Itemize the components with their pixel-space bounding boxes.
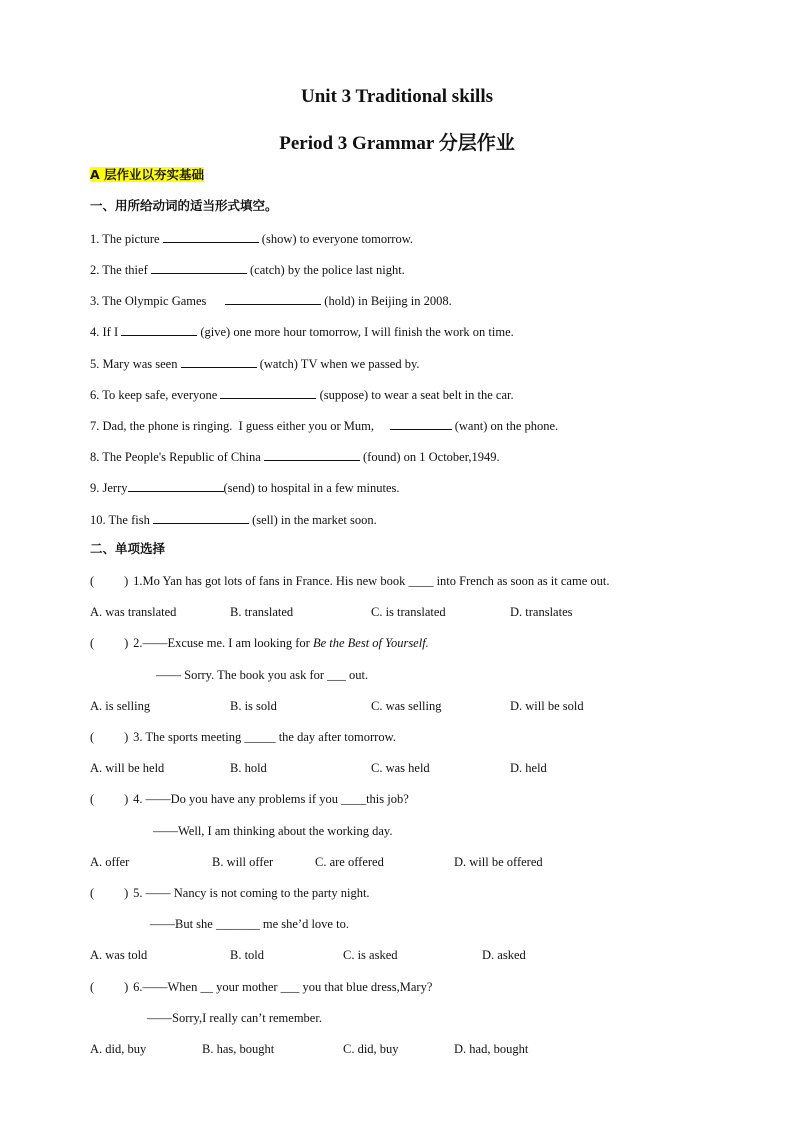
section1-heading: 一、用所给动词的适当形式填空。 xyxy=(90,198,278,213)
q2-reply: —— Sorry. The book you ask for ___ out. xyxy=(156,668,369,682)
answer-blank[interactable] xyxy=(128,479,224,492)
q4-reply: ——Well, I am thinking about the working day. xyxy=(153,824,393,838)
fill-item-10: 10. The fish (sell) in the market soon. xyxy=(90,513,377,527)
q6-option-b[interactable]: B. has, bought xyxy=(202,1042,275,1056)
period-title-cn: 分层作业 xyxy=(438,132,515,154)
answer-paren[interactable]: ( ) xyxy=(90,792,129,806)
q4-option-c[interactable]: C. are offered xyxy=(315,855,384,869)
q2-option-a[interactable]: A. is selling xyxy=(90,699,151,713)
mc-question-3: ( ) 3. The sports meeting _____ the day after tomorrow. xyxy=(90,730,396,744)
q1-option-c[interactable]: C. is translated xyxy=(371,605,446,619)
q1-option-d[interactable]: D. translates xyxy=(510,605,573,619)
fill-item-4: 4. If I (give) one more hour tomorrow, I will finish the work on time. xyxy=(90,325,514,339)
answer-paren[interactable]: ( ) xyxy=(90,886,129,900)
q3-option-a[interactable]: A. will be held xyxy=(90,761,165,775)
q4-option-b[interactable]: B. will offer xyxy=(212,855,274,869)
unit-title: Unit 3 Traditional skills xyxy=(301,86,493,107)
q6-option-d[interactable]: D. had, bought xyxy=(454,1042,529,1056)
q2-option-c[interactable]: C. was selling xyxy=(371,699,442,713)
level-a-heading xyxy=(90,167,204,183)
mc-question-6: ( ) 6.——When __ your mother ___ you that blue dress,Mary? xyxy=(90,980,433,994)
q4-option-a[interactable]: A. offer xyxy=(90,855,130,869)
q5-option-a[interactable]: A. was told xyxy=(90,948,148,962)
mc-question-4: ( ) 4. ——Do you have any problems if you ____this job? xyxy=(90,792,409,806)
q3-option-d[interactable]: D. held xyxy=(510,761,547,775)
q5-option-b[interactable]: B. told xyxy=(230,948,265,962)
q3-option-c[interactable]: C. was held xyxy=(371,761,430,775)
q1-option-b[interactable]: B. translated xyxy=(230,605,294,619)
fill-item-9: 9. Jerry (send) to hospital in a few minutes. xyxy=(90,481,400,495)
q1-option-a[interactable]: A. was translated xyxy=(90,605,177,619)
period-title-en: Period 3 Grammar xyxy=(279,133,439,154)
book-title: Be the Best of Yourself. xyxy=(312,636,429,650)
answer-paren[interactable]: ( ) xyxy=(90,636,129,650)
q5-option-c[interactable]: C. is asked xyxy=(343,948,398,962)
fill-item-6: 6. To keep safe, everyone (suppose) to wear a seat belt in the car. xyxy=(90,388,514,402)
fill-item-8: 8. The People's Republic of China (found) on 1 October,1949. xyxy=(90,450,500,464)
q2-option-d[interactable]: D. will be sold xyxy=(510,699,584,713)
q3-option-b[interactable]: B. hold xyxy=(230,761,267,775)
q5-option-d[interactable]: D. asked xyxy=(482,948,526,962)
answer-paren[interactable]: ( ) xyxy=(90,730,129,744)
answer-blank[interactable] xyxy=(153,511,249,524)
q6-option-c[interactable]: C. did, buy xyxy=(343,1042,399,1056)
fill-item-2: 2. The thief (catch) by the police last night. xyxy=(90,263,405,277)
mc-question-2: ( ) 2.——Excuse me. I am looking for Be the Best of Yourself. xyxy=(90,636,429,650)
level-a-label: A 层作业以夯实基础 xyxy=(90,167,205,182)
q6-option-a[interactable]: A. did, buy xyxy=(90,1042,147,1056)
answer-paren[interactable]: ( ) xyxy=(90,980,129,994)
answer-blank[interactable] xyxy=(264,448,360,461)
mc-question-5: ( ) 5. —— Nancy is not coming to the party night. xyxy=(90,886,370,900)
q4-option-d[interactable]: D. will be offered xyxy=(454,855,543,869)
fill-item-1: 1. The picture (show) to everyone tomorrow. xyxy=(90,232,414,246)
answer-blank[interactable] xyxy=(390,417,452,430)
answer-paren[interactable]: ( ) xyxy=(90,574,129,588)
q2-option-b[interactable]: B. is sold xyxy=(230,699,277,713)
fill-item-7: 7. Dad, the phone is ringing. I guess either you or Mum, (want) on the phone. xyxy=(90,419,559,433)
answer-blank[interactable] xyxy=(163,230,259,243)
period-title xyxy=(0,128,794,155)
answer-blank[interactable] xyxy=(181,355,257,368)
answer-blank[interactable] xyxy=(225,292,321,305)
answer-blank[interactable] xyxy=(220,386,316,399)
fill-item-3: 3. The Olympic Games (hold) in Beijing in 2008. xyxy=(90,294,452,308)
answer-blank[interactable] xyxy=(151,261,247,274)
section2-heading: 二、单项选择 xyxy=(90,541,166,556)
mc-question-1: ( ) 1.Mo Yan has got lots of fans in France. His new book ____ into French as soon as it came out. xyxy=(90,574,610,588)
q5-reply: ——But she _______ me she’d love to. xyxy=(150,917,349,931)
answer-blank[interactable] xyxy=(121,323,197,336)
q6-reply: ——Sorry,I really can’t remember. xyxy=(147,1011,322,1025)
fill-item-5: 5. Mary was seen (watch) TV when we passed by. xyxy=(90,357,420,371)
